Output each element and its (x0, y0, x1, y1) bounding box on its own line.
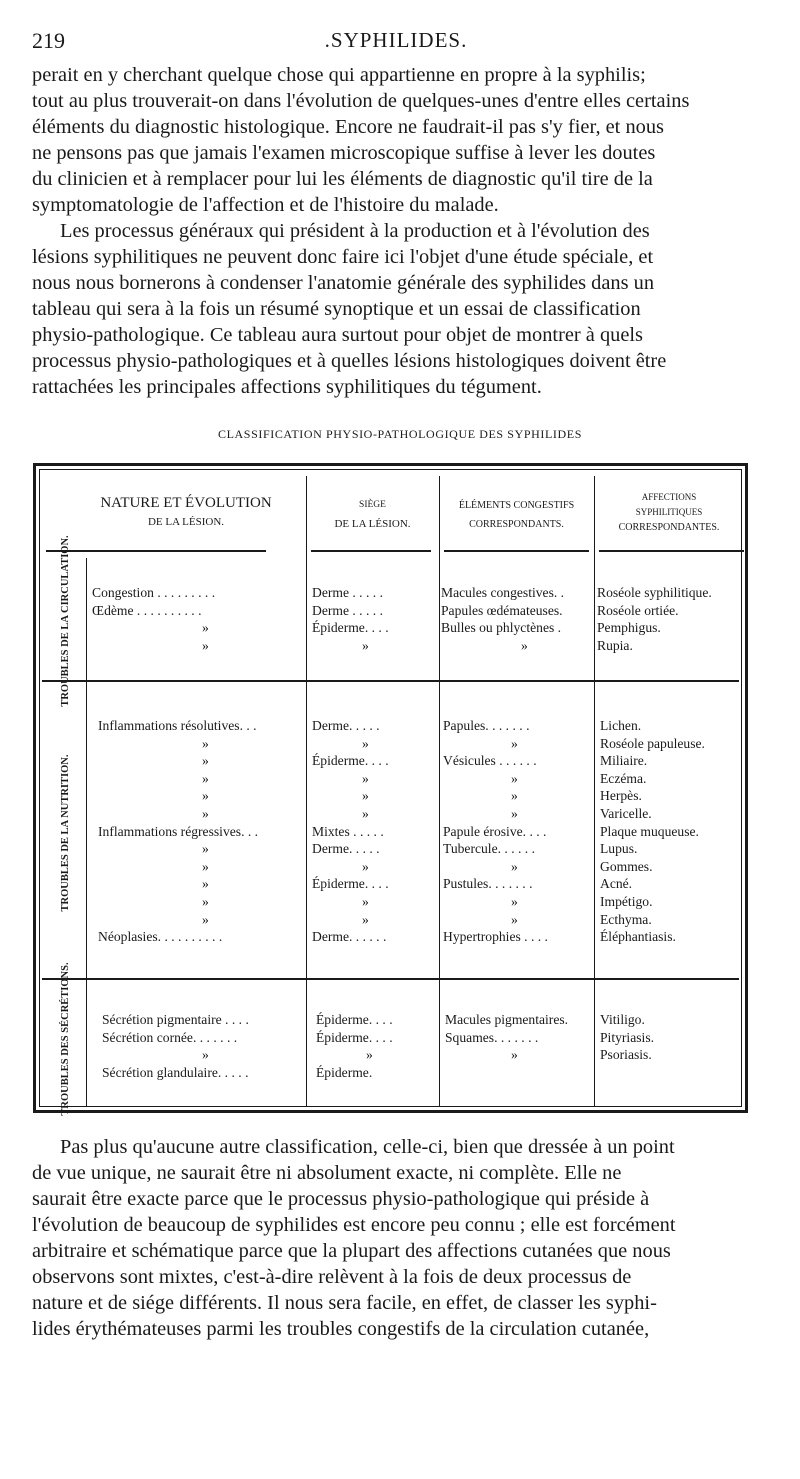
table-cell: Sécrétion pigmentaire . . . . (102, 1012, 249, 1027)
table-cell: Tubercule. . . . . . (443, 841, 536, 857)
table-cell: » (362, 805, 369, 821)
text-line: arbitraire et schématique parce que la plupart des affections cutanées que nous (32, 1240, 671, 1262)
table-cell: Lichen. (600, 718, 642, 733)
table-cell: Eczéma. (600, 770, 647, 786)
table-cell: Squames. . . . . . . (445, 1029, 539, 1045)
table-cell: » (202, 620, 209, 636)
table-cell: » (511, 1047, 518, 1063)
text-line: nous nous bornerons à condenser l'anatomie générale des syphilides dans un (32, 272, 655, 294)
header-rule (46, 550, 266, 552)
group-label-nutrition: TROUBLES DE LA NUTRITION. (60, 754, 71, 912)
column-divider (306, 476, 307, 1106)
header-nature-line2: DE LA LÉSION. (147, 516, 225, 528)
table-cell (445, 1064, 593, 1082)
text-line: l'évolution de beaucoup de syphilides est encore peu connu ; elle est forcément (32, 1214, 676, 1236)
table-cell: Vésicules . . . . . . (443, 753, 537, 769)
group2-affections (600, 717, 746, 946)
table-cell: Pustules. . . . . . . (443, 876, 533, 892)
table-cell: Hypertrophies . . . . (443, 929, 548, 945)
text-line: processus physio-pathologiques et à quelles lésions histologiques doivent être (32, 350, 667, 372)
table-cell: Congestion . . . . . . . . . (92, 585, 216, 600)
text-line: physio-pathologique. Ce tableau aura surtout pour objet de montrer à quels (32, 324, 643, 346)
group1-affections (597, 584, 745, 654)
table-cell: » (202, 911, 209, 927)
table-cell: » (362, 788, 369, 804)
table-cell: Acné. (600, 876, 633, 892)
text-line: nature et de siége différents. Il nous sera facile, en effet, de classer les syphi- (32, 1292, 657, 1314)
table-cell: Lupus. (600, 841, 638, 857)
header-siege (306, 498, 439, 532)
page-number: 219 (32, 28, 65, 53)
table-cell: Inflammations régressives. . . (98, 823, 259, 839)
table-cell: Papule érosive. . . . (443, 823, 547, 839)
table-cell: » (521, 637, 528, 653)
table-cell: Ecthyma. (600, 911, 652, 927)
table-cell: » (362, 637, 369, 653)
table-cell: Inflammations résolutives. . . (98, 718, 257, 733)
table-cell: » (511, 858, 518, 874)
table-cell: Éléphantiasis. (600, 929, 676, 945)
table-cell: Épiderme. . . . (316, 1012, 393, 1027)
header-nature-line1: NATURE ET ÉVOLUTION (100, 495, 272, 511)
text-line: rattachées les principales affections syphilitiques du tégument. (32, 376, 542, 398)
table-cell: Roséole syphilitique. (597, 585, 712, 600)
table-cell: » (202, 841, 209, 857)
text-line: symptomatologie de l'affection et de l'histoire du malade. (32, 194, 499, 216)
group3-siege (316, 1011, 438, 1081)
text-line: tableau qui sera à la fois un résumé synoptique et un essai de classification (32, 298, 641, 320)
header-elements-line1: ÉLÉMENTS CONGESTIFS (458, 500, 575, 511)
table-cell: » (511, 893, 518, 909)
table-cell: Impétigo. (600, 893, 653, 909)
header-nature (66, 492, 306, 530)
table-cell: Néoplasies. . . . . . . . . . (98, 929, 223, 945)
table-cell: » (362, 770, 369, 786)
table-caption: CLASSIFICATION PHYSIO-PATHOLOGIQUE DES SYPHILIDES (218, 427, 582, 441)
group-label-secretions: TROUBLES DES SÉCRÉTIONS. (60, 962, 71, 1116)
header-siege-line2: DE LA LÉSION. (334, 518, 411, 530)
group3-nature (102, 1011, 305, 1081)
table-cell: » (202, 893, 209, 909)
table-cell: » (202, 753, 209, 769)
header-siege-line1: SIÈGE (359, 500, 386, 510)
table-cell: Derme. . . . . (312, 841, 380, 857)
header-affections-line2: SYPHILITIQUES (635, 507, 703, 517)
classification-table (33, 463, 748, 1116)
table-cell: Psoriasis. (600, 1047, 652, 1063)
table-cell: Herpès. (600, 788, 642, 804)
text-line: perait en y cherchant quelque chose qui appartienne en propre à la syphilis; (32, 64, 646, 86)
table-cell: Roséole papuleuse. (600, 735, 705, 751)
table-cell: » (362, 858, 369, 874)
table-cell: Épiderme. (316, 1064, 373, 1080)
table-cell: » (362, 735, 369, 751)
table-cell: » (362, 911, 369, 927)
group3-elements (445, 1011, 593, 1081)
table-cell: Varicelle. (600, 805, 652, 821)
table-cell: » (202, 770, 209, 786)
column-divider (86, 558, 87, 1106)
table-cell: » (511, 735, 518, 751)
table-cell: Macules congestives. . (441, 585, 565, 600)
text-line: de vue unique, ne saurait être ni absolument exacte, ni complète. Elle ne (32, 1162, 622, 1184)
table-cell: Derme. . . . . . (312, 929, 387, 945)
group2-nature (98, 717, 305, 946)
table-cell: Bulles ou phlyctènes . (441, 620, 562, 636)
table-cell: » (202, 735, 209, 751)
header-affections-line3: CORRESPONDANTES. (618, 522, 720, 533)
table-cell: » (202, 637, 209, 653)
text-line: lides érythémateuses parmi les troubles congestifs de la circulation cutanée, (32, 1318, 650, 1340)
table-cell: Miliaire. (600, 753, 648, 769)
table-cell: Pityriasis. (600, 1029, 655, 1045)
paragraph-top (32, 62, 760, 400)
text-line: éléments du diagnostic histologique. Encore ne faudrait-il pas s'y fier, et nous (32, 116, 664, 138)
group-rule (42, 978, 739, 980)
running-title: .SYPHILIDES. (324, 28, 468, 52)
paragraph-bottom (32, 1134, 760, 1342)
table-cell: Sécrétion cornée. . . . . . . (102, 1029, 238, 1045)
table-cell: » (511, 805, 518, 821)
header-affections-line1: AFFECTIONS (641, 492, 697, 502)
text-line: saurait être exacte parce que le processus physio-pathologique qui préside à (32, 1188, 650, 1210)
header-rule (599, 550, 744, 552)
text-line: tout au plus trouverait-on dans l'évolution de quelques-unes d'entre elles certains (32, 90, 690, 112)
table-cell: » (511, 788, 518, 804)
table-cell: Épiderme. . . . (312, 876, 389, 892)
table-cell: Macules pigmentaires. (445, 1012, 569, 1027)
text-line: du clinicien et à remplacer pour lui les éléments de diagnostic qu'il tire de la (32, 168, 653, 190)
table-cell: Sécrétion glandulaire. . . . . (102, 1064, 249, 1080)
table-cell: » (202, 858, 209, 874)
table-cell: » (202, 788, 209, 804)
table-cell: Épiderme. . . . (316, 1029, 393, 1045)
column-divider (439, 476, 440, 1106)
table-cell: » (511, 770, 518, 786)
table-cell: Œdème . . . . . . . . . . (92, 602, 202, 618)
table-cell: Vitiligo. (600, 1012, 645, 1027)
table-cell: Papules. . . . . . . (443, 718, 530, 733)
text-line: Les processus généraux qui président à la production et à l'évolution des (60, 220, 650, 242)
table-cell: Roséole ortiée. (597, 602, 679, 618)
table-cell: Plaque muqueuse. (600, 823, 699, 839)
header-elements (439, 498, 594, 532)
table-cell: Gommes. (600, 858, 653, 874)
table-cell: Derme. . . . . (312, 718, 380, 733)
group-rule (42, 680, 739, 682)
group2-elements (443, 717, 593, 946)
header-rule (311, 550, 431, 552)
table-cell: Mixtes . . . . . (312, 823, 384, 839)
table-cell: » (202, 805, 209, 821)
text-line: ne pensons pas que jamais l'examen microscopique suffise à lever les doutes (32, 142, 656, 164)
table-cell: Épiderme. . . . (312, 753, 389, 769)
table-cell: Pemphigus. (597, 620, 661, 636)
group3-affections (600, 1011, 746, 1081)
column-divider (594, 476, 595, 1106)
text-line: Pas plus qu'aucune autre classification, celle-ci, bien que dressée à un point (60, 1136, 675, 1158)
group-label-circulation: TROUBLES DE LA CIRCULATION. (60, 535, 71, 707)
group1-nature (92, 584, 304, 654)
group1-siege (312, 584, 438, 654)
table-cell: Rupia. (597, 637, 633, 653)
group1-elements (441, 584, 593, 654)
header-affections (594, 490, 744, 535)
group2-siege (312, 717, 438, 946)
table-cell: Derme . . . . . (312, 585, 383, 600)
header-elements-line2: CORRESPONDANTS. (469, 519, 564, 530)
table-cell: » (362, 893, 369, 909)
page-header (32, 28, 760, 54)
table-cell: » (202, 1047, 209, 1063)
table-cell: Papules œdémateuses. (441, 602, 563, 618)
table-cell: Derme . . . . . (312, 602, 383, 618)
text-line: lésions syphilitiques ne peuvent donc faire ici l'objet d'une étude spéciale, et (32, 246, 654, 268)
text-line: observons sont mixtes, c'est-à-dire relèvent à la fois de deux processus de (32, 1266, 632, 1288)
table-cell (600, 1064, 746, 1082)
table-cell: » (511, 911, 518, 927)
table-cell: Épiderme. . . . (312, 620, 389, 636)
table-cell: » (366, 1047, 373, 1063)
table-cell: » (202, 876, 209, 892)
header-rule (444, 550, 589, 552)
